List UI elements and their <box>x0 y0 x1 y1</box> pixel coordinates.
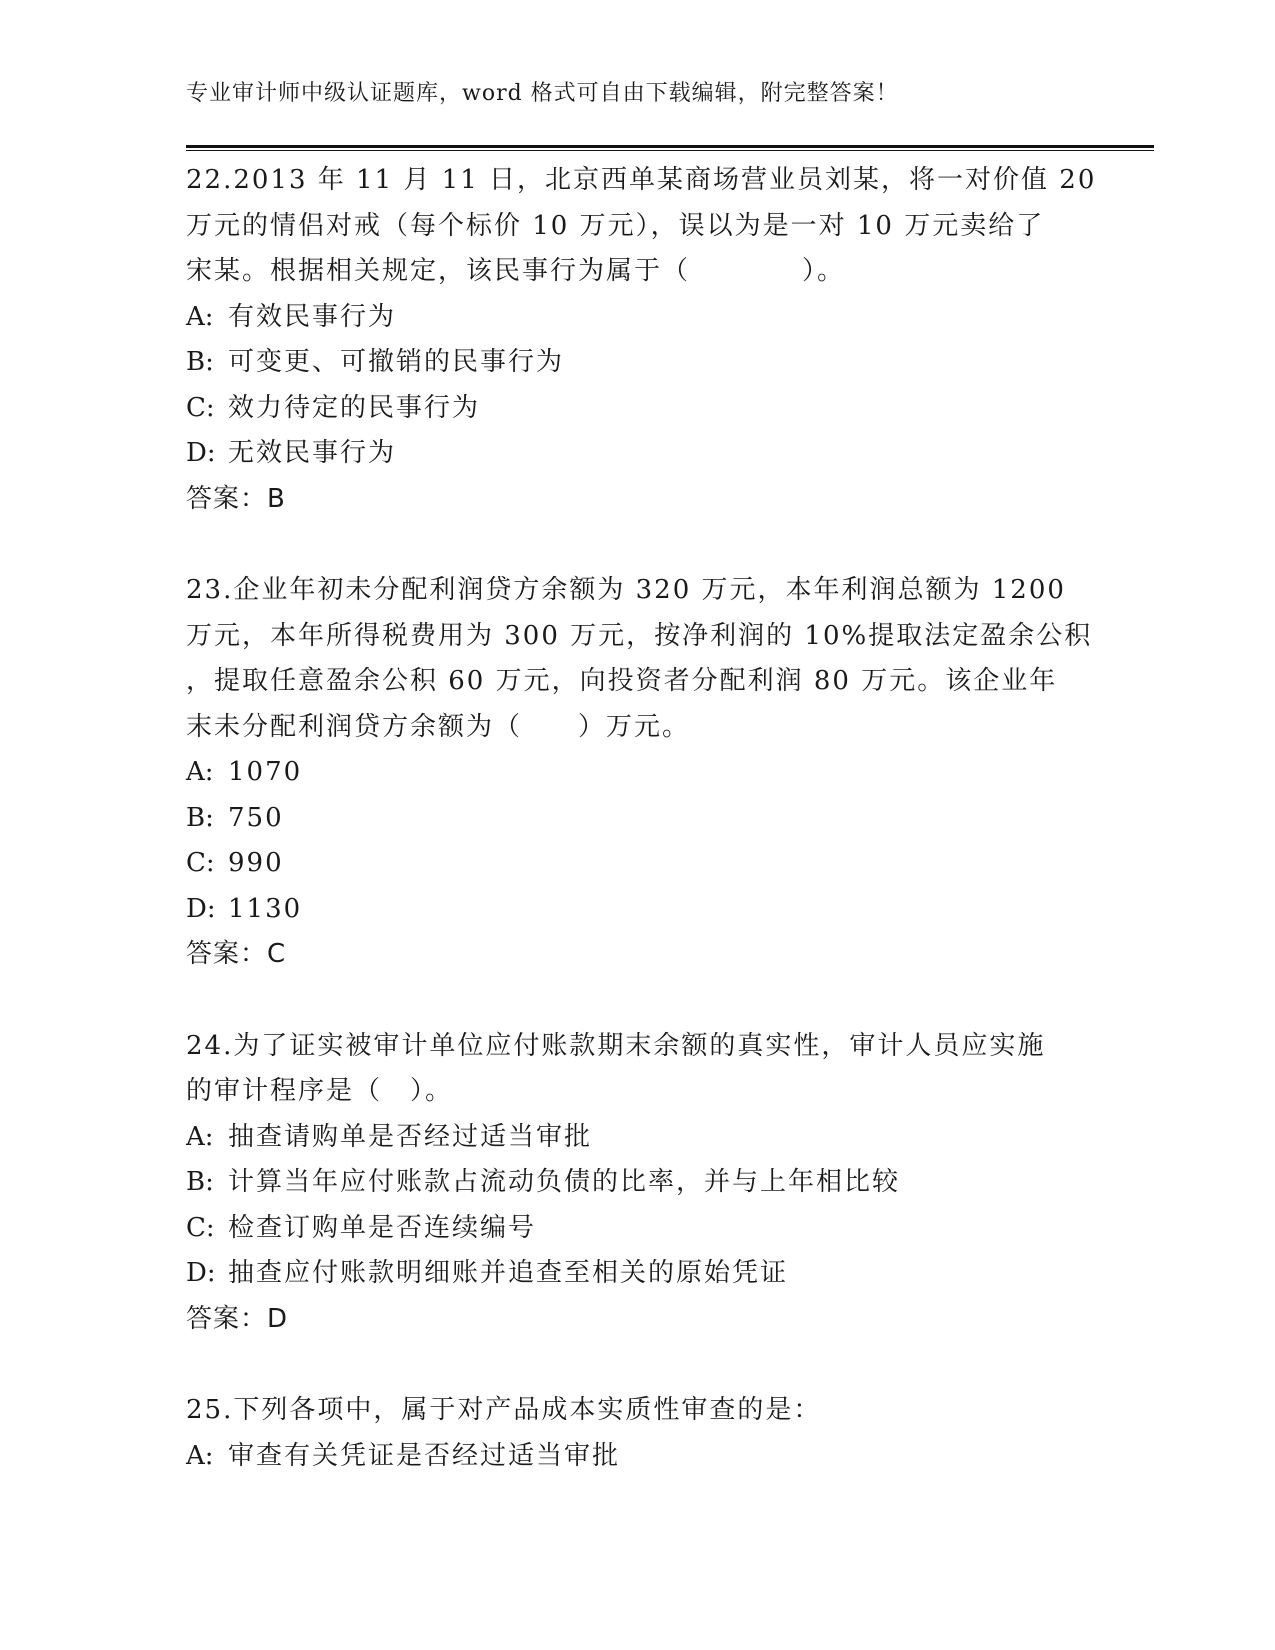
header-note: 专业审计师中级认证题库，word 格式可自由下载编辑，附完整答案！ <box>186 81 899 106</box>
answer-line: 答案：C <box>186 939 287 969</box>
option-b <box>186 1160 1086 1206</box>
option-letter: A: <box>186 757 214 787</box>
option-b <box>186 796 1086 842</box>
question-stem-line: 末未分配利润贷方余额为（ ）万元。 <box>186 711 691 742</box>
question-stem-line: ，提取任意盈余公积 60 万元，向投资者分配利润 80 万元。该企业年 <box>186 666 1058 696</box>
option-letter: A: <box>186 1440 214 1471</box>
question-22 <box>186 158 1097 522</box>
option-letter: C: <box>186 392 215 423</box>
question-spacer <box>186 1342 1086 1388</box>
option-c <box>186 841 1086 887</box>
option-text: 990 <box>228 848 284 878</box>
option-letter: B: <box>186 802 214 833</box>
question-stem-line: 25.下列各项中，属于对产品成本实质性审查的是： <box>186 1395 822 1425</box>
option-letter: B: <box>186 1167 214 1197</box>
option-text: 750 <box>228 802 284 833</box>
question-25 <box>186 1388 1086 1479</box>
option-letter: C: <box>186 1212 215 1243</box>
option-text: 可变更、可撤销的民事行为 <box>228 347 565 377</box>
question-stem-line: 万元的情侣对戒（每个标价 10 万元），误以为是一对 10 万元卖给了 <box>186 210 1045 241</box>
question-stem-line: 万元，本年所得税费用为 300 万元，按净利润的 10%提取法定盈余公积 <box>186 620 1093 651</box>
question-stem-line: 23.企业年初未分配利润贷方余额为 320 万元，本年利润总额为 1200 <box>186 575 1066 605</box>
option-letter: C: <box>186 848 215 878</box>
option-text: 1130 <box>228 893 303 924</box>
option-d <box>186 431 1086 477</box>
option-letter: A: <box>186 1121 214 1152</box>
question-stem-line: 24.为了证实被审计单位应付账款期末余额的真实性，审计人员应实施 <box>186 1030 1046 1061</box>
option-letter: D: <box>186 438 216 468</box>
option-letter: B: <box>186 347 214 377</box>
question-spacer <box>186 522 1086 568</box>
option-c <box>186 1206 1086 1252</box>
option-a <box>186 750 1086 796</box>
option-text: 无效民事行为 <box>228 438 397 468</box>
option-text: 有效民事行为 <box>228 301 397 332</box>
option-text: 效力待定的民事行为 <box>228 392 481 423</box>
option-letter: D: <box>186 1258 216 1288</box>
option-a <box>186 1434 1086 1480</box>
option-text: 计算当年应付账款占流动负债的比率，并与上年相比较 <box>228 1167 901 1197</box>
option-a <box>186 1115 1086 1161</box>
question-list <box>186 158 1097 1479</box>
option-text: 1070 <box>228 757 303 787</box>
option-d <box>186 1251 1086 1297</box>
option-d <box>186 887 1086 933</box>
option-letter: A: <box>186 301 214 332</box>
answer-line: 答案：B <box>186 483 286 514</box>
option-text: 抽查应付账款明细账并追查至相关的原始凭证 <box>228 1258 789 1288</box>
option-a <box>186 295 1086 341</box>
option-c <box>186 386 1086 432</box>
question-stem-line: 宋某。根据相关规定，该民事行为属于（ ）。 <box>186 256 846 286</box>
question-stem-line: 22.2013 年 11 月 11 日，北京西单某商场营业员刘某，将一对价值 20 <box>186 165 1097 195</box>
option-text: 抽查请购单是否经过适当审批 <box>228 1121 593 1152</box>
option-text: 检查订购单是否连续编号 <box>228 1212 537 1243</box>
question-stem-line: 的审计程序是（ ）。 <box>186 1076 454 1106</box>
option-text: 审查有关凭证是否经过适当审批 <box>228 1440 621 1471</box>
question-24 <box>186 1024 1086 1343</box>
option-b <box>186 340 1086 386</box>
question-spacer <box>186 978 1086 1024</box>
header-rule-thin <box>186 150 1154 151</box>
option-letter: D: <box>186 893 216 924</box>
answer-line: 答案：D <box>186 1303 289 1334</box>
question-23 <box>186 568 1093 978</box>
header-rule-thick <box>186 145 1154 148</box>
